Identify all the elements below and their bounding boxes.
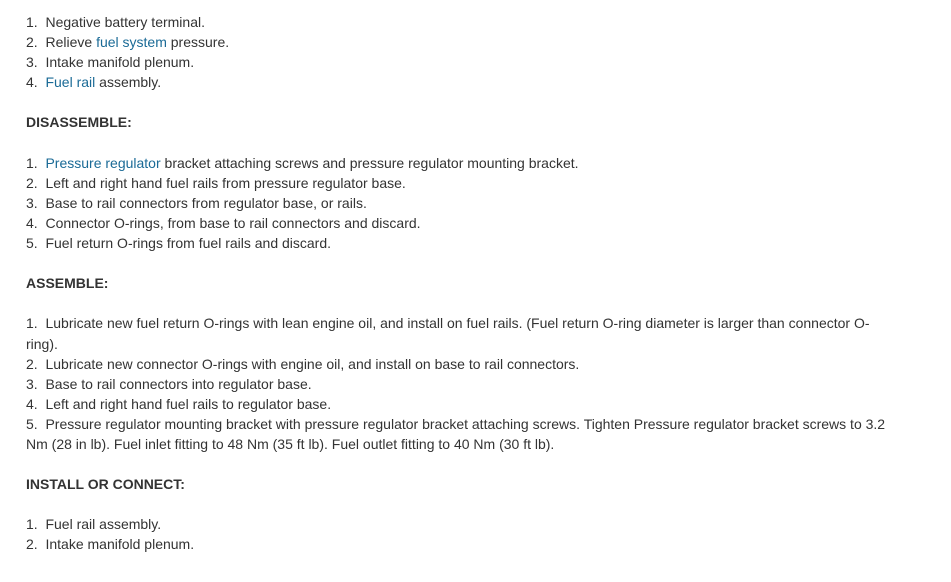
list-item xyxy=(26,394,886,414)
item-number: 4. xyxy=(26,214,38,231)
spacer xyxy=(26,454,886,474)
list-item xyxy=(26,414,886,454)
list-item xyxy=(26,354,886,374)
item-number: 2. xyxy=(26,355,38,372)
item-text: Connector O-rings, from base to rail connectors and discard. xyxy=(45,214,421,231)
fuel-rail-link[interactable]: Fuel rail xyxy=(45,74,96,91)
list-item xyxy=(26,213,886,233)
item-text: Intake manifold plenum. xyxy=(45,54,195,71)
list-item xyxy=(26,52,886,72)
item-number: 1. xyxy=(26,154,38,171)
list-item xyxy=(26,32,886,52)
spacer xyxy=(26,293,886,313)
item-number: 4. xyxy=(26,395,38,412)
item-text: Left and right hand fuel rails to regulator base. xyxy=(45,395,332,412)
list-item xyxy=(26,374,886,394)
list-item xyxy=(26,153,886,173)
item-text-post: assembly. xyxy=(95,74,162,91)
item-number: 3. xyxy=(26,54,38,71)
item-text-post: bracket attaching screws and pressure regulator mounting bracket. xyxy=(160,154,579,171)
list-item xyxy=(26,313,886,353)
install-list xyxy=(26,514,886,554)
list-item xyxy=(26,173,886,193)
list-item xyxy=(26,12,886,32)
item-number: 4. xyxy=(26,74,38,91)
item-text: Fuel rail assembly. xyxy=(45,516,162,533)
item-number: 2. xyxy=(26,536,38,553)
assemble-list xyxy=(26,313,886,454)
item-number: 1. xyxy=(26,14,38,30)
item-text: Fuel return O-rings from fuel rails and discard. xyxy=(45,235,332,252)
list-item xyxy=(26,193,886,213)
disassemble-heading: DISASSEMBLE: xyxy=(26,114,132,131)
pressure-regulator-link[interactable]: Pressure regulator xyxy=(45,154,161,171)
item-number: 3. xyxy=(26,375,38,392)
remove-list xyxy=(26,12,886,92)
disassemble-list xyxy=(26,153,886,253)
item-text: Pressure regulator mounting bracket with pressure regulator bracket attaching screws. Tighten Pressure regulator bracket screws to 3.2 Nm (28 in lb). Fuel inlet fitting to 48 Nm (35 ft lb). Fuel outlet fitting to 40 Nm (30 ft lb). xyxy=(26,415,886,452)
assemble-heading: ASSEMBLE: xyxy=(26,275,109,292)
item-number: 3. xyxy=(26,194,38,211)
item-text-post: pressure. xyxy=(166,34,230,51)
item-number: 5. xyxy=(26,415,38,432)
list-item xyxy=(26,72,886,92)
item-number: 1. xyxy=(26,516,38,533)
spacer xyxy=(26,133,886,153)
spacer xyxy=(26,253,886,273)
spacer xyxy=(26,92,886,112)
item-text: Negative battery terminal. xyxy=(45,14,205,30)
item-text: Base to rail connectors from regulator base, or rails. xyxy=(45,194,367,211)
item-number: 5. xyxy=(26,235,38,252)
item-text: Lubricate new connector O-rings with engine oil, and install on base to rail connectors. xyxy=(45,355,580,372)
item-text: Intake manifold plenum. xyxy=(45,536,195,553)
install-heading: INSTALL OR CONNECT: xyxy=(26,476,185,493)
fuel-system-link[interactable]: fuel system xyxy=(96,34,167,51)
list-item xyxy=(26,514,886,534)
list-item xyxy=(26,534,886,554)
item-text-pre: Relieve xyxy=(45,34,97,51)
spacer xyxy=(26,494,886,514)
item-text: Lubricate new fuel return O-rings with lean engine oil, and install on fuel rails. (Fuel return O-ring diameter is larger than connector O-ring). xyxy=(26,315,870,352)
list-item xyxy=(26,233,886,253)
item-number: 2. xyxy=(26,34,38,51)
item-text: Left and right hand fuel rails from pressure regulator base. xyxy=(45,174,406,191)
item-number: 1. xyxy=(26,315,38,332)
item-number: 2. xyxy=(26,174,38,191)
item-text: Base to rail connectors into regulator base. xyxy=(45,375,312,392)
